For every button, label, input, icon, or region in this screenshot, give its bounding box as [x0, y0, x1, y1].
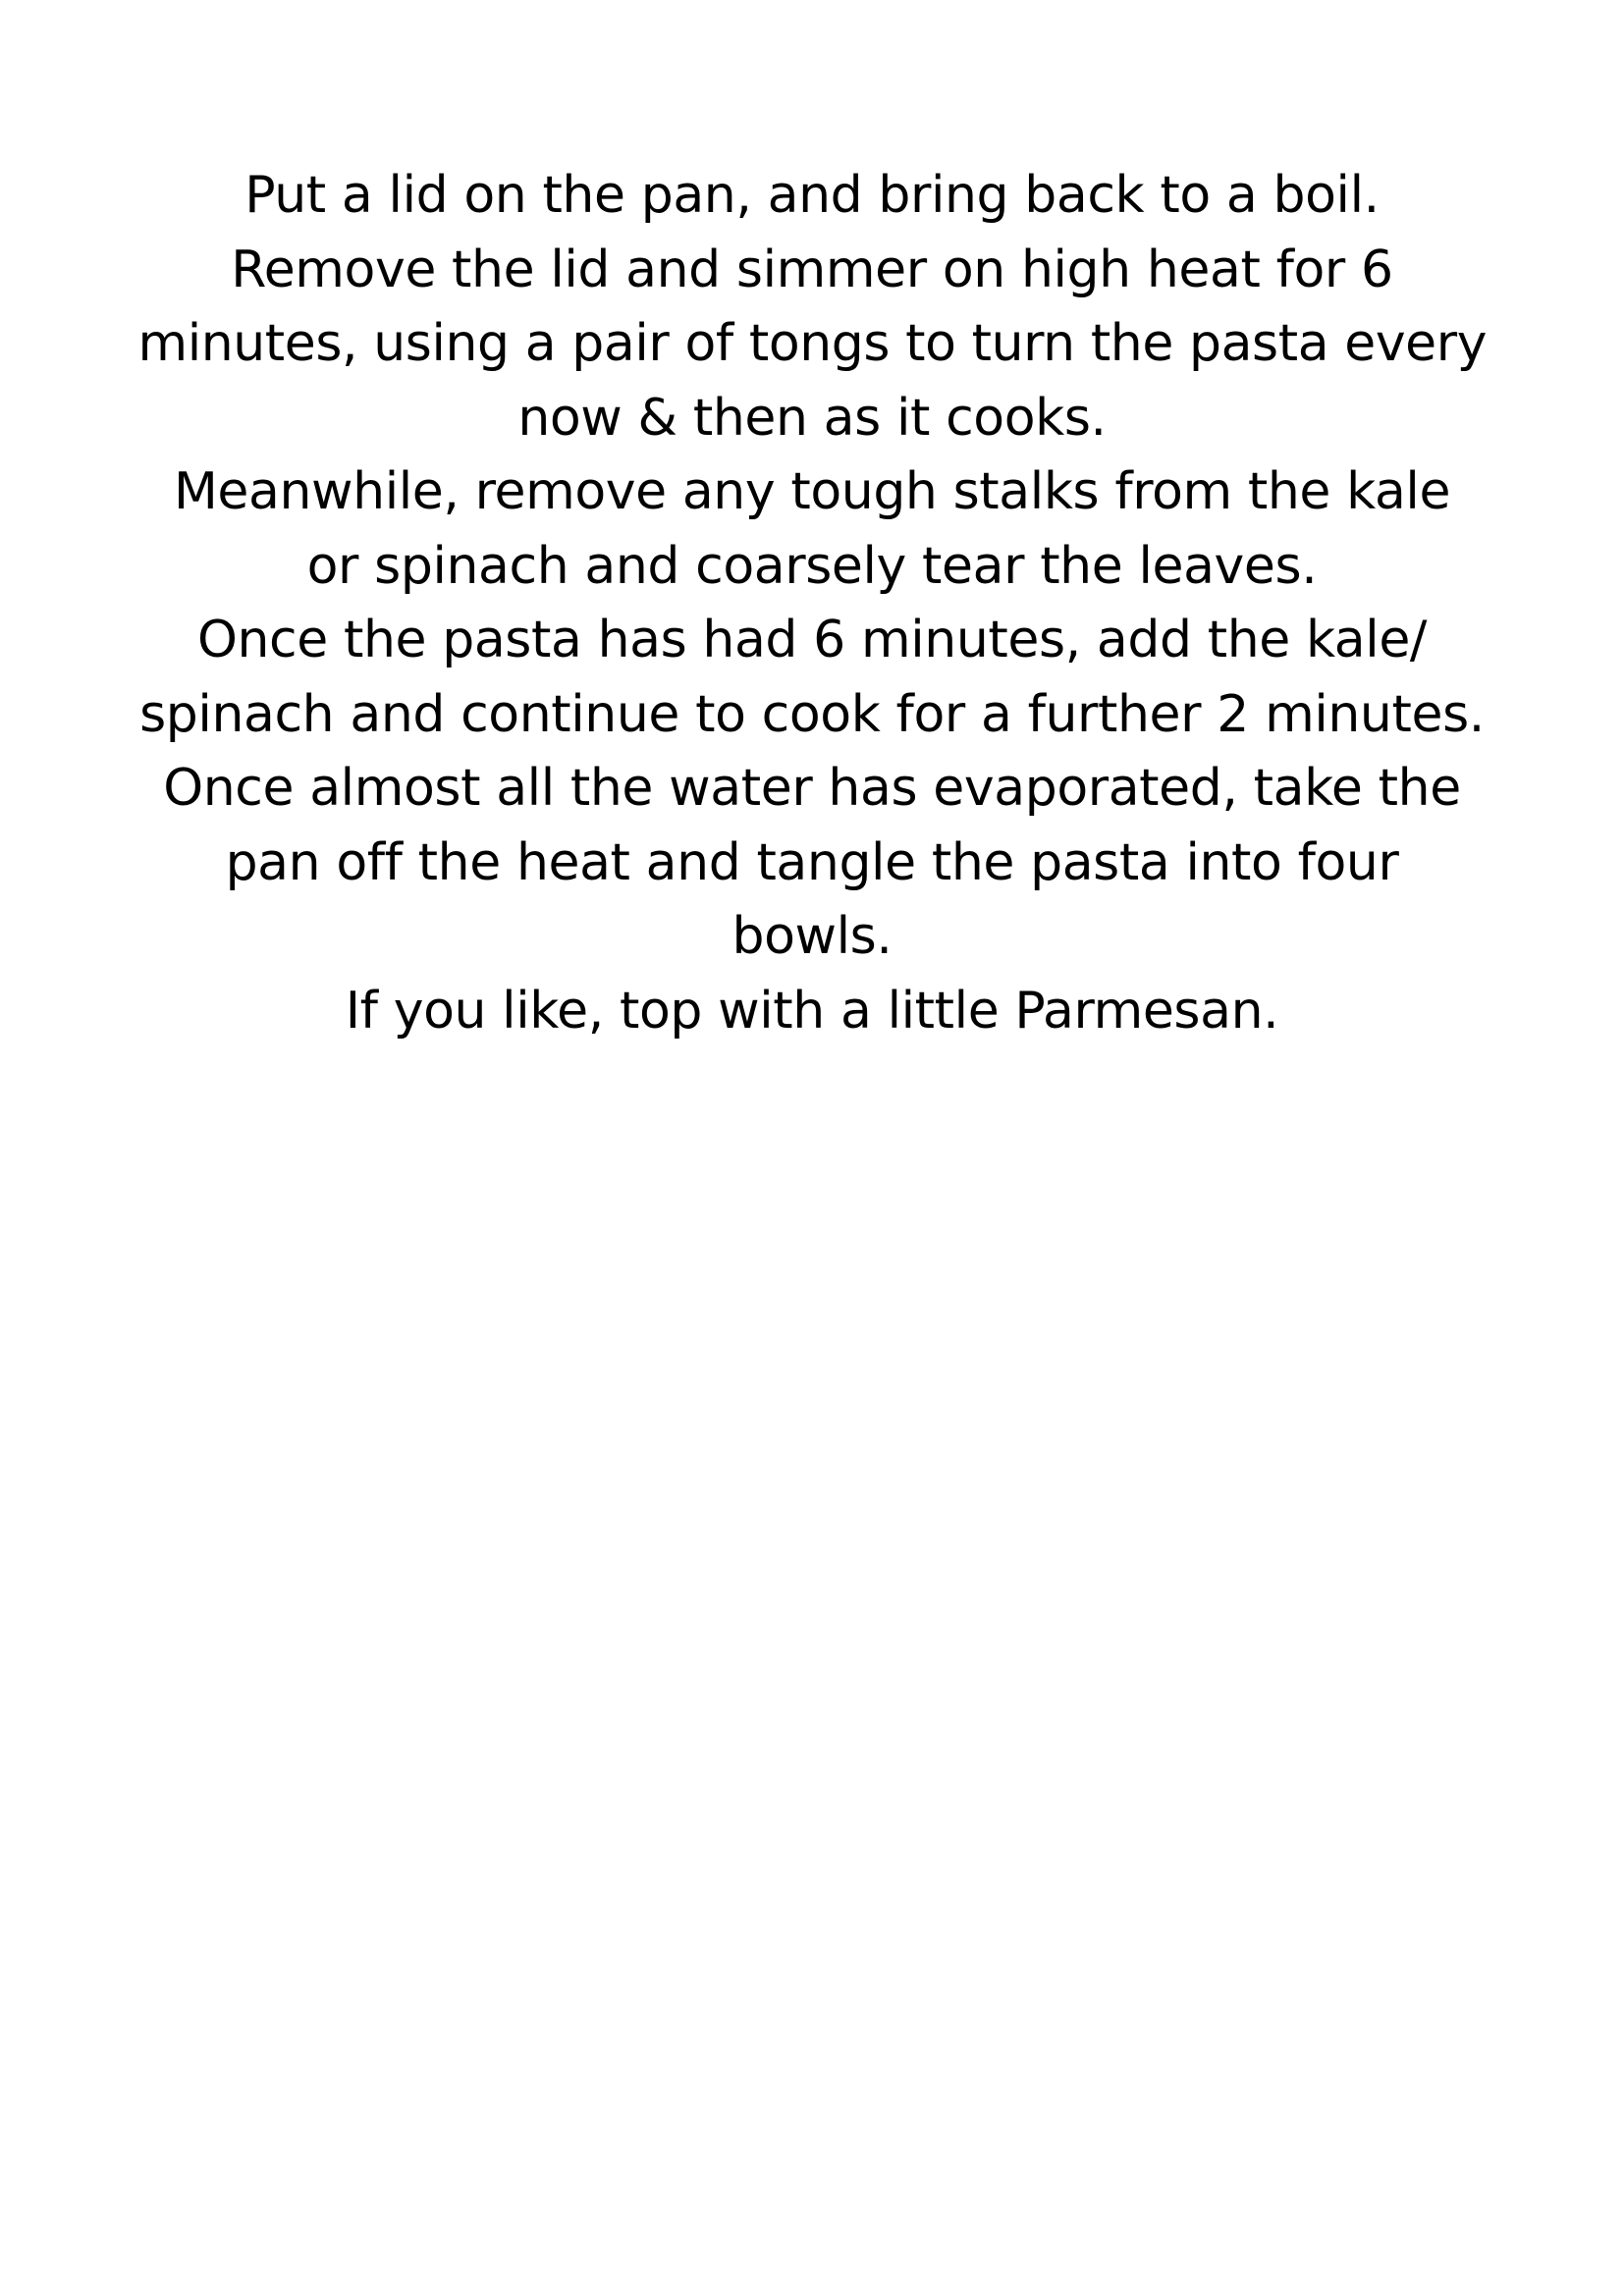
text-line: If you like, top with a little Parmesan. — [345, 981, 1279, 1041]
text-line: Once the pasta has had 6 minutes, add the kale/ — [196, 611, 1428, 669]
text-line: Once almost all the water has evaporated, take the — [163, 759, 1461, 818]
text-line: Meanwhile, remove any tough stalks from the kale — [173, 462, 1451, 521]
text-line: pan off the heat and tangle the pasta into four — [225, 832, 1399, 892]
text-line: now & then as it cooks. — [517, 388, 1107, 448]
text-line: minutes, using a pair of tongs to turn the pasta every — [137, 314, 1488, 373]
text-line: bowls. — [731, 907, 893, 966]
text-line: Put a lid on the pan, and bring back to a boil. — [244, 166, 1380, 225]
text-line: spinach and continue to cook for a further 2 minutes. — [139, 684, 1485, 744]
text-line: Remove the lid and simmer on high heat for 6 — [231, 240, 1393, 299]
recipe-instructions — [137, 159, 1487, 1048]
text-line: or spinach and coarsely tear the leaves. — [306, 536, 1318, 596]
